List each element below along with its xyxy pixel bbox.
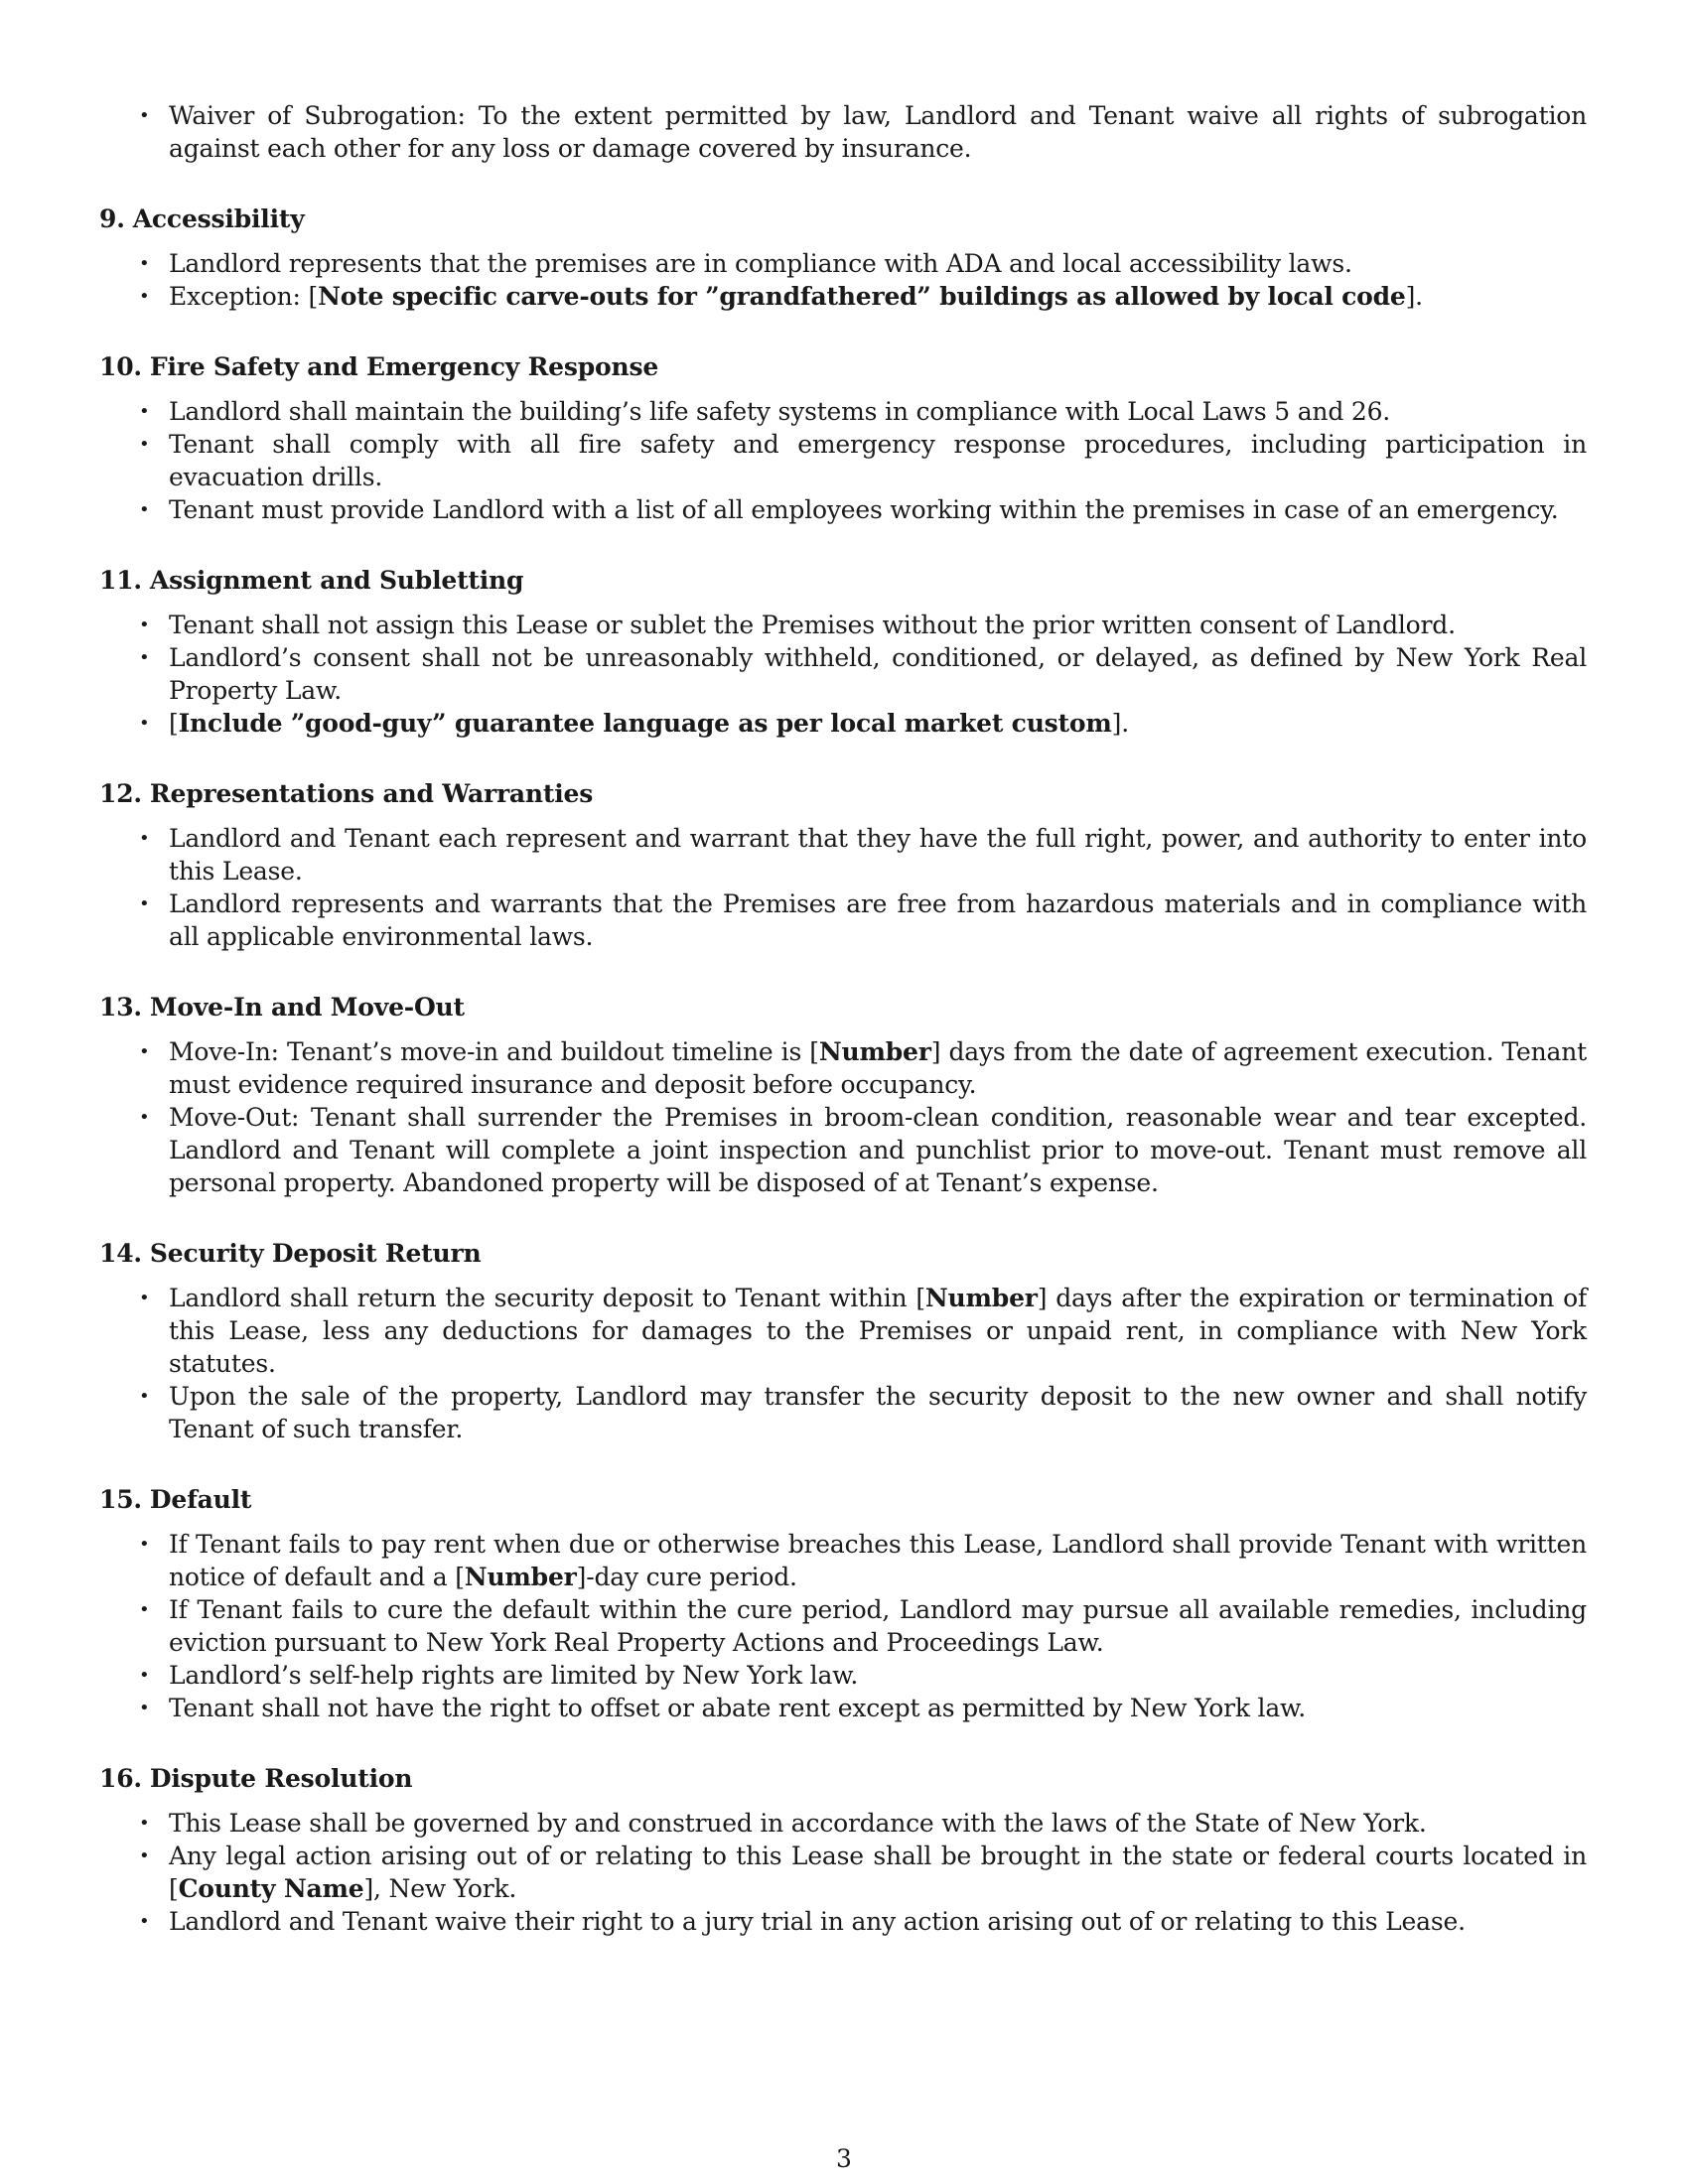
bullet-icon: •: [139, 253, 150, 274]
list-item: [99, 1840, 1587, 1905]
section-title: Dispute Resolution: [149, 1764, 413, 1793]
section-title: Accessibility: [132, 205, 305, 233]
body-text: ].: [1405, 282, 1423, 311]
body-text: ]-day cure period.: [576, 1563, 797, 1591]
body-text: Landlord represents and warrants that the Premises are free from hazardous materials and in compliance with all applicable environmental laws.: [169, 889, 1587, 951]
placeholder-text: County Name: [178, 1874, 364, 1903]
body-text: Tenant shall not have the right to offset or abate rent except as permitted by New York law.: [169, 1694, 1307, 1722]
placeholder-text: Number: [924, 1284, 1038, 1312]
list-item: [99, 247, 1587, 280]
list-item: [99, 1380, 1587, 1445]
bullet-icon: •: [139, 1845, 150, 1866]
section-heading: [99, 350, 1587, 383]
body-text: Landlord and Tenant waive their right to a jury trial in any action arising out of or relating to this Lease.: [169, 1907, 1466, 1936]
section-15: [99, 1483, 1587, 1724]
bullet-list: [99, 822, 1587, 953]
body-text: Tenant must provide Landlord with a list of all employees working within the premises in case of an emergency.: [169, 495, 1559, 524]
body-text: [: [169, 709, 179, 738]
placeholder-text: Number: [464, 1563, 577, 1591]
section-title: Security Deposit Return: [149, 1239, 482, 1268]
sections-container: [99, 203, 1587, 1938]
section-number: 9.: [99, 205, 125, 233]
section-heading: [99, 777, 1587, 810]
page-number: 3: [836, 2144, 852, 2173]
bullet-icon: •: [139, 105, 150, 126]
section-heading: [99, 564, 1587, 597]
list-item: [99, 609, 1587, 641]
bullet-icon: •: [139, 893, 150, 914]
list-item-text: [169, 1694, 1306, 1722]
bullet-icon: •: [139, 1534, 150, 1555]
bullet-list: [99, 1528, 1587, 1724]
intro-list: [99, 99, 1587, 165]
list-item: [99, 1593, 1587, 1659]
body-text: Any legal action arising out of or relating to this Lease shall be brought in the state or federal courts located in [: [169, 1842, 1587, 1903]
section-heading: [99, 1237, 1587, 1270]
list-item: [99, 395, 1587, 428]
list-item-text: [169, 1284, 1587, 1378]
list-item: [99, 493, 1587, 526]
list-item: [99, 1692, 1587, 1724]
list-item-text: [169, 1103, 1587, 1197]
body-text: Move-Out: Tenant shall surrender the Premises in broom-clean condition, reasonable wear and tear excepted. Landlord and Tenant will complete a joint inspection and punchlist prior to move-out. Tenant must remove all personal property. Abandoned property will be disposed of at Tenant’s expense.: [169, 1103, 1587, 1197]
bullet-icon: •: [139, 286, 150, 307]
list-item-text: [169, 611, 1456, 639]
section-13: [99, 991, 1587, 1199]
list-item-text: [169, 1842, 1587, 1903]
section-number: 14.: [99, 1239, 142, 1268]
section-10: [99, 350, 1587, 526]
section-title: Representations and Warranties: [149, 779, 594, 808]
list-item: [99, 822, 1587, 887]
bullet-list: [99, 1035, 1587, 1199]
section-16: [99, 1762, 1587, 1938]
list-item-text: [169, 1530, 1587, 1591]
list-item-text: [169, 495, 1559, 524]
section-9: [99, 203, 1587, 313]
bullet-icon: •: [139, 647, 150, 668]
bullet-icon: •: [139, 1288, 150, 1308]
body-text: This Lease shall be governed by and construed in accordance with the laws of the State of New York.: [169, 1809, 1427, 1838]
list-item-text: [169, 1661, 858, 1690]
placeholder-text: Note specific carve-outs for ”grandfathered” buildings as allowed by local code: [318, 282, 1406, 311]
list-item-text: Waiver of Subrogation: To the extent permitted by law, Landlord and Tenant waive all rights of subrogation against each other for any loss or damage covered by insurance.: [169, 101, 1587, 163]
list-item-text: [169, 824, 1587, 886]
section-title: Fire Safety and Emergency Response: [149, 352, 659, 381]
body-text: Tenant shall comply with all fire safety and emergency response procedures, including participation in evacuation drills.: [169, 430, 1587, 491]
list-item-text: [169, 1595, 1587, 1657]
body-text: Landlord and Tenant each represent and warrant that they have the full right, power, and authority to enter into this Lease.: [169, 824, 1587, 886]
body-text: Tenant shall not assign this Lease or sublet the Premises without the prior written consent of Landlord.: [169, 611, 1456, 639]
body-text: Exception: [: [169, 282, 319, 311]
body-text: If Tenant fails to cure the default within the cure period, Landlord may pursue all available remedies, including eviction pursuant to New York Real Property Actions and Proceedings Law.: [169, 1595, 1587, 1657]
list-item-text: [169, 397, 1390, 426]
list-item: [99, 1528, 1587, 1593]
section-title: Assignment and Subletting: [149, 566, 524, 595]
list-item-text: [169, 643, 1587, 705]
section-number: 10.: [99, 352, 142, 381]
section-heading: [99, 1762, 1587, 1795]
list-item: [99, 1101, 1587, 1199]
list-item: [99, 1807, 1587, 1840]
list-item-text: [169, 430, 1587, 491]
list-item: [99, 99, 1587, 165]
bullet-icon: •: [139, 1386, 150, 1407]
section-number: 16.: [99, 1764, 142, 1793]
body-text: Upon the sale of the property, Landlord may transfer the security deposit to the new owner and shall notify Tenant of such transfer.: [169, 1382, 1587, 1443]
bullet-icon: •: [139, 1041, 150, 1062]
list-item-text: [169, 709, 1129, 738]
body-text: ].: [1111, 709, 1129, 738]
body-text: Move-In: Tenant’s move-in and buildout timeline is [: [169, 1037, 819, 1066]
body-text: If Tenant fails to pay rent when due or otherwise breaches this Lease, Landlord shall provide Tenant with written notice of default and a [: [169, 1530, 1587, 1591]
list-item: [99, 1282, 1587, 1380]
bullet-icon: •: [139, 1698, 150, 1718]
list-item: [99, 428, 1587, 493]
list-item-text: [169, 249, 1352, 278]
bullet-icon: •: [139, 713, 150, 734]
bullet-icon: •: [139, 1107, 150, 1128]
list-item: [99, 280, 1587, 313]
body-text: ], New York.: [363, 1874, 517, 1903]
bullet-list: [99, 247, 1587, 313]
section-heading: [99, 203, 1587, 235]
placeholder-text: Number: [818, 1037, 931, 1066]
list-item-text: [169, 1037, 1587, 1099]
body-text: Landlord shall return the security deposit to Tenant within [: [169, 1284, 925, 1312]
bullet-icon: •: [139, 1813, 150, 1834]
section-heading: [99, 1483, 1587, 1516]
section-11: [99, 564, 1587, 740]
section-title: Default: [149, 1485, 252, 1514]
bullet-icon: •: [139, 434, 150, 455]
list-item: [99, 641, 1587, 707]
list-item: [99, 707, 1587, 740]
list-item-text: [169, 1907, 1466, 1936]
document-page: [99, 99, 1587, 1976]
bullet-list: [99, 1807, 1587, 1938]
section-number: 15.: [99, 1485, 142, 1514]
bullet-icon: •: [139, 828, 150, 849]
section-number: 13.: [99, 993, 142, 1022]
body-text: Landlord’s consent shall not be unreasonably withheld, conditioned, or delayed, as defined by New York Real Property Law.: [169, 643, 1587, 705]
bullet-icon: •: [139, 1599, 150, 1620]
intro-section: [99, 99, 1587, 165]
bullet-icon: •: [139, 614, 150, 635]
bullet-list: [99, 395, 1587, 526]
list-item-text: [169, 1809, 1427, 1838]
bullet-list: [99, 1282, 1587, 1445]
bullet-icon: •: [139, 499, 150, 520]
body-text: Landlord’s self-help rights are limited by New York law.: [169, 1661, 859, 1690]
bullet-list: [99, 609, 1587, 740]
body-text: ] days from the date of agreement execution. Tenant must evidence required insurance and deposit before occupancy.: [169, 1037, 1587, 1099]
list-item-text: [169, 889, 1587, 951]
body-text: Landlord shall maintain the building’s life safety systems in compliance with Local Laws 5 and 26.: [169, 397, 1391, 426]
body-text: Landlord represents that the premises are in compliance with ADA and local accessibility laws.: [169, 249, 1352, 278]
body-text: ] days after the expiration or termination of this Lease, less any deductions for damages to the Premises or unpaid rent, in compliance with New York statutes.: [169, 1284, 1588, 1378]
list-item: [99, 1035, 1587, 1101]
section-number: 11.: [99, 566, 142, 595]
list-item: [99, 1905, 1587, 1938]
section-14: [99, 1237, 1587, 1445]
section-number: 12.: [99, 779, 142, 808]
placeholder-text: Include ”good-guy” guarantee language as per local market custom: [178, 709, 1112, 738]
section-12: [99, 777, 1587, 953]
bullet-icon: •: [139, 1911, 150, 1932]
list-item-text: [169, 282, 1423, 311]
section-title: Move-In and Move-Out: [149, 993, 465, 1022]
bullet-icon: •: [139, 401, 150, 422]
list-item: [99, 887, 1587, 953]
list-item: [99, 1659, 1587, 1692]
bullet-icon: •: [139, 1665, 150, 1686]
list-item-text: [169, 1382, 1587, 1443]
section-heading: [99, 991, 1587, 1024]
